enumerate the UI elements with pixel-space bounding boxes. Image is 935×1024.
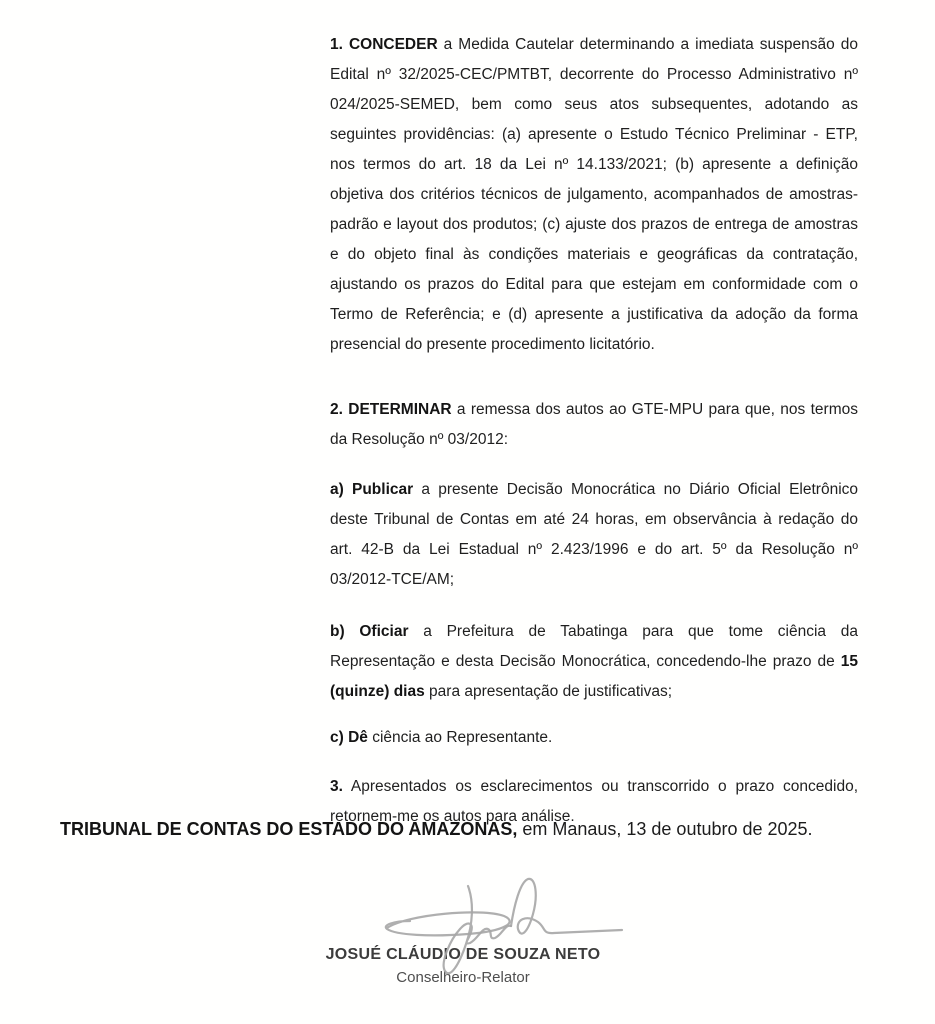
item-c-text: ciência ao Representante. (367, 729, 553, 746)
item-b-lead: b) Oficiar (330, 623, 409, 640)
paragraph-conceder-lead: 1. CONCEDER (330, 36, 438, 53)
item-a-lead: a) Publicar (330, 481, 414, 498)
tribunal-name: TRIBUNAL DE CONTAS DO ESTADO DO AMAZONAS, (60, 819, 518, 839)
item-c-de-ciencia (330, 723, 858, 753)
item-a-publicar (330, 475, 858, 595)
paragraph-determinar (330, 395, 858, 455)
paragraph-3-text: Apresentados os esclarecimentos ou transcorrido o prazo concedido, retornem-me os autos para análise. (330, 778, 858, 825)
item-a-text: a presente Decisão Monocrática no Diário Oficial Eletrônico deste Tribunal de Contas em até 24 horas, em observância à redação do art. 42-B da Lei Estadual nº 2.423/1996 e do art. 5º da Resolução nº 03/2012-TCE/AM; (330, 481, 859, 588)
item-b-text-2: para apresentação de justificativas; (424, 683, 673, 700)
item-b-text-1: a Prefeitura de Tabatinga para que tome ciência da Representação e desta Decisão Monocrática, concedendo-lhe prazo de (330, 623, 858, 670)
item-b-oficiar (330, 617, 858, 707)
decision-body (330, 30, 858, 832)
paragraph-conceder-text: a Medida Cautelar determinando a imediata suspensão do Edital nº 32/2025-CEC/PMTBT, decorrente do Processo Administrativo nº 024/2025-SEMED, bem como seus atos subsequentes, adotando as seguintes providências: (a) apresente o Estudo Técnico Preliminar - ETP, nos termos do art. 18 da Lei nº 14.133/2021; (b) apresente a definição objetiva dos critérios técnicos de julgamento, acompanhados de amostras-padrão e layout dos produtos; (c) ajuste dos prazos de entrega de amostras e do objeto final às condições materiais e geográficas da contratação, ajustando os prazos do Edital para que estejam em conformidade com o Termo de Referência; e (d) apresente a justificativa da adoção da forma presencial do presente procedimento licitatório. (330, 36, 859, 353)
paragraph-determinar-text: a remessa dos autos ao GTE-MPU para que, nos termos da Resolução nº 03/2012: (330, 401, 858, 448)
closing-date: em Manaus, 13 de outubro de 2025. (517, 819, 813, 839)
paragraph-determinar-lead: 2. DETERMINAR (330, 401, 452, 418)
item-b-deadline: 15 (quinze) dias (330, 653, 858, 700)
signature-tail-stroke (511, 879, 622, 934)
paragraph-conceder (330, 30, 858, 360)
signatory-role: Conselheiro-Relator (396, 969, 530, 986)
item-c-lead: c) Dê (330, 729, 368, 746)
closing-line (60, 816, 920, 842)
signature-letters-stroke (444, 886, 511, 973)
handwritten-signature-icon (330, 872, 630, 984)
paragraph-3-lead: 3. (330, 778, 343, 795)
signatory-name: JOSUÉ CLÁUDIO DE SOUZA NETO (325, 946, 601, 963)
